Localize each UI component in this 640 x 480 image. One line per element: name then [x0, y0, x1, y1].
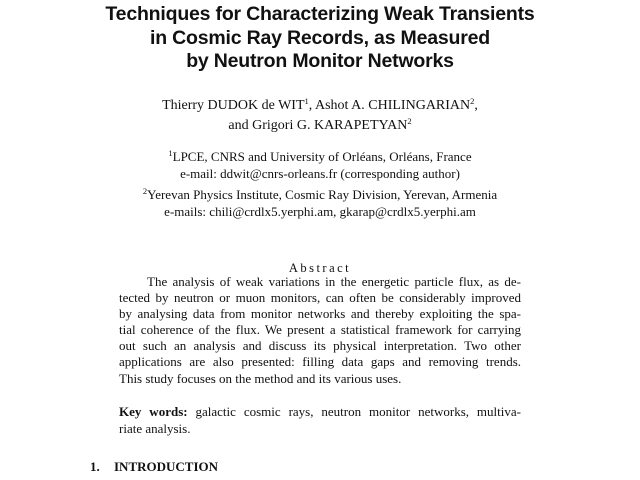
affiliation-marker: 2 [407, 116, 412, 126]
affiliation-1 [0, 148, 640, 182]
abstract-line: tected by neutron or muon monitors, can often be considerably improved [119, 290, 521, 306]
abstract-body [119, 274, 521, 387]
abstract-line: by analysing data from monitor networks and thereby exploiting the spa- [119, 306, 521, 322]
section-heading [90, 459, 218, 475]
author-name: Ashot A. CHILINGARIAN [314, 98, 471, 113]
keywords-text: galactic cosmic rays, neutron monitor networks, multiva- [187, 404, 521, 419]
affiliation-contact: e-mails: chili@crdlx5.yerphi.am, gkarap@crdlx5.yerphi.am [164, 204, 476, 219]
keywords-line: riate analysis. [119, 420, 191, 436]
author-separator: , [474, 98, 478, 113]
section-title: INTRODUCTION [114, 459, 219, 474]
title-line: Techniques for Characterizing Weak Transients [105, 3, 535, 25]
abstract-line: out such an analysis and discuss its physical interpretation. Two other [119, 338, 521, 354]
title-line: by Neutron Monitor Networks [186, 50, 454, 72]
affiliation-marker: 2 [470, 96, 475, 106]
institution-name: Yerevan Physics Institute, Cosmic Ray Division, Yerevan, Armenia [147, 187, 498, 202]
author-list [0, 96, 640, 136]
affiliation-marker: 1 [168, 148, 173, 158]
institution-name: LPCE, CNRS and University of Orléans, Orléans, France [172, 149, 472, 164]
author-name: Grigori G. KARAPETYAN [252, 118, 408, 133]
keywords-line [119, 404, 521, 421]
keywords [119, 404, 521, 437]
affiliation-institution [0, 148, 640, 165]
affiliation-marker: 2 [142, 186, 148, 196]
affiliation-marker: 1 [304, 96, 309, 106]
abstract-line: The analysis of weak variations in the energetic particle flux, as de- [147, 274, 521, 289]
author-line-2 [0, 116, 640, 136]
keywords-label: Key words: [119, 404, 188, 419]
affiliation-contact: e-mail: ddwit@cnrs-orleans.fr (corresponding author) [180, 166, 460, 181]
abstract-line: This study focuses on the method and its various uses. [119, 370, 402, 386]
author-conjunction: and [228, 118, 253, 133]
author-separator: , [308, 98, 315, 113]
affiliation-institution [0, 186, 640, 203]
title-line: in Cosmic Ray Records, as Measured [149, 26, 490, 49]
paper-title [0, 3, 640, 74]
affiliation-2 [0, 186, 640, 220]
abstract-line: tial coherence of the flux. We present a statistical framework for carrying [119, 322, 521, 338]
author-line-1 [0, 96, 640, 116]
section-number: 1. [90, 459, 100, 474]
author-name: Thierry DUDOK de WIT [162, 98, 305, 113]
abstract-heading: Abstract [288, 261, 352, 275]
abstract-line: applications are also presented: filling data gaps and removing trends. [119, 354, 521, 370]
